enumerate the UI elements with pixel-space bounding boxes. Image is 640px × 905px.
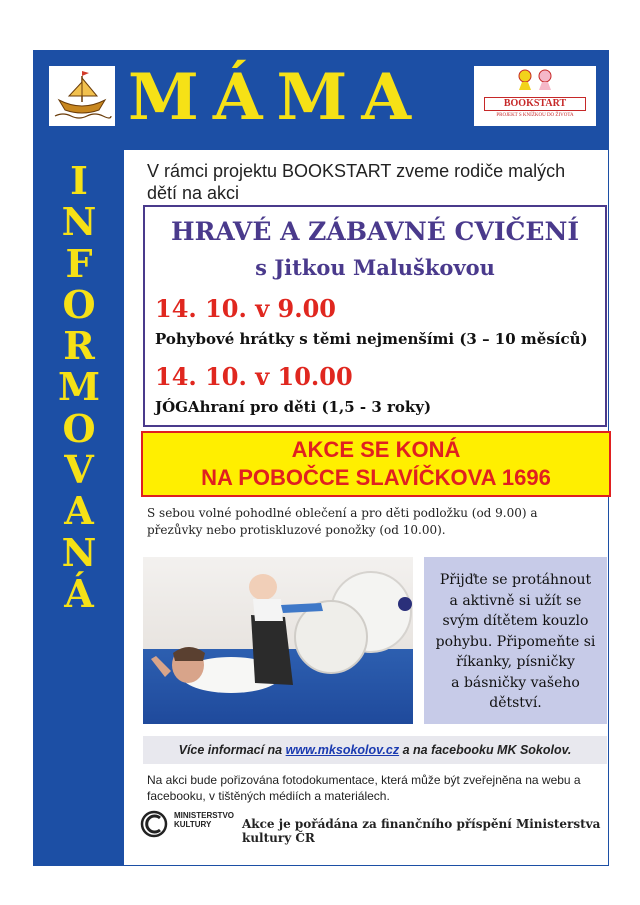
poster-title: MÁMA: [128, 60, 425, 135]
venue-line: NA POBOČCE SLAVÍČKOVA 1696: [201, 465, 551, 490]
invite-line: a aktivně si užít se: [449, 592, 582, 609]
vertical-letter: O: [62, 281, 96, 327]
vertical-letter: N: [61, 199, 97, 245]
library-logo: [49, 66, 115, 126]
venue-box: [141, 431, 611, 497]
vertical-letter: Á: [64, 570, 94, 616]
invite-line: Přijďte se protáhnout: [439, 572, 592, 588]
vertical-letter: R: [63, 323, 95, 369]
vertical-letter: M: [57, 364, 101, 410]
vertical-letter: F: [65, 240, 93, 286]
bookstart-logo: [474, 66, 596, 126]
intro-text: V rámci projektu BOOKSTART zveme rodiče malých dětí na akci: [147, 161, 566, 203]
session-time: 14. 10. v 9.00: [155, 294, 336, 323]
info-prefix: Více informací na: [178, 743, 283, 757]
vertical-letter: A: [64, 488, 94, 534]
ministry-name-line: KULTURY: [174, 820, 212, 829]
photo-notice: Na akci bude pořizována fotodokumentace, která může být zveřejněna na webu a facebooku, v tištěných médiích a materiálech.: [147, 773, 581, 803]
exercise-photo: [143, 557, 413, 724]
footer: [140, 810, 610, 850]
website-link[interactable]: www.mksokolov.cz: [285, 743, 400, 757]
event-subtitle: s Jitkou Maluškovou: [255, 255, 495, 280]
event-title: HRAVÉ A ZÁBAVNÉ CVIČENÍ: [170, 217, 580, 246]
session-description: Pohybové hrátky s těmi nejmenšími (3 – 10 měsíců): [155, 330, 588, 348]
ministry-name: [174, 811, 234, 829]
session-time: 14. 10. v 10.00: [155, 362, 353, 391]
vertical-letter: I: [70, 158, 88, 203]
invite-box: [424, 557, 607, 724]
venue-line: AKCE SE KONÁ: [291, 437, 461, 462]
invite-line: říkanky, písničky: [456, 654, 575, 670]
invite-line: a básničky vašeho: [451, 674, 580, 691]
invite-line: dětství.: [489, 695, 542, 711]
ministry-logo-icon: [140, 810, 174, 840]
invite-line: svým dítětem kouzlo: [442, 613, 589, 629]
support-note: Akce je pořádána za finančního příspění Ministerstva kultury ČR: [242, 817, 601, 845]
info-bar: [143, 736, 607, 764]
vertical-letter: V: [64, 447, 94, 493]
bring-note: S sebou volné pohodlné oblečení a pro děti podložku (od 9.00) a přezůvky nebo protiskluzové ponožky (od 10.00).: [147, 506, 538, 537]
info-suffix: a na facebooku MK Sokolov.: [402, 743, 572, 757]
children-icon: [505, 66, 565, 92]
vertical-word: [52, 160, 106, 614]
session-description: JÓGAhraní pro děti (1,5 - 3 roky): [155, 398, 432, 416]
vertical-letter: O: [62, 405, 96, 451]
bookstart-name: BOOKSTART: [484, 97, 586, 111]
ministry-name-line: MINISTERSTVO: [174, 811, 235, 820]
bookstart-subtitle: PROJEKT S KNÍŽKOU DO ŽIVOTA: [496, 113, 574, 118]
vertical-letter: N: [61, 529, 97, 575]
event-box: [143, 205, 607, 427]
invite-line: pohybu. Připomeňte si: [435, 633, 596, 650]
